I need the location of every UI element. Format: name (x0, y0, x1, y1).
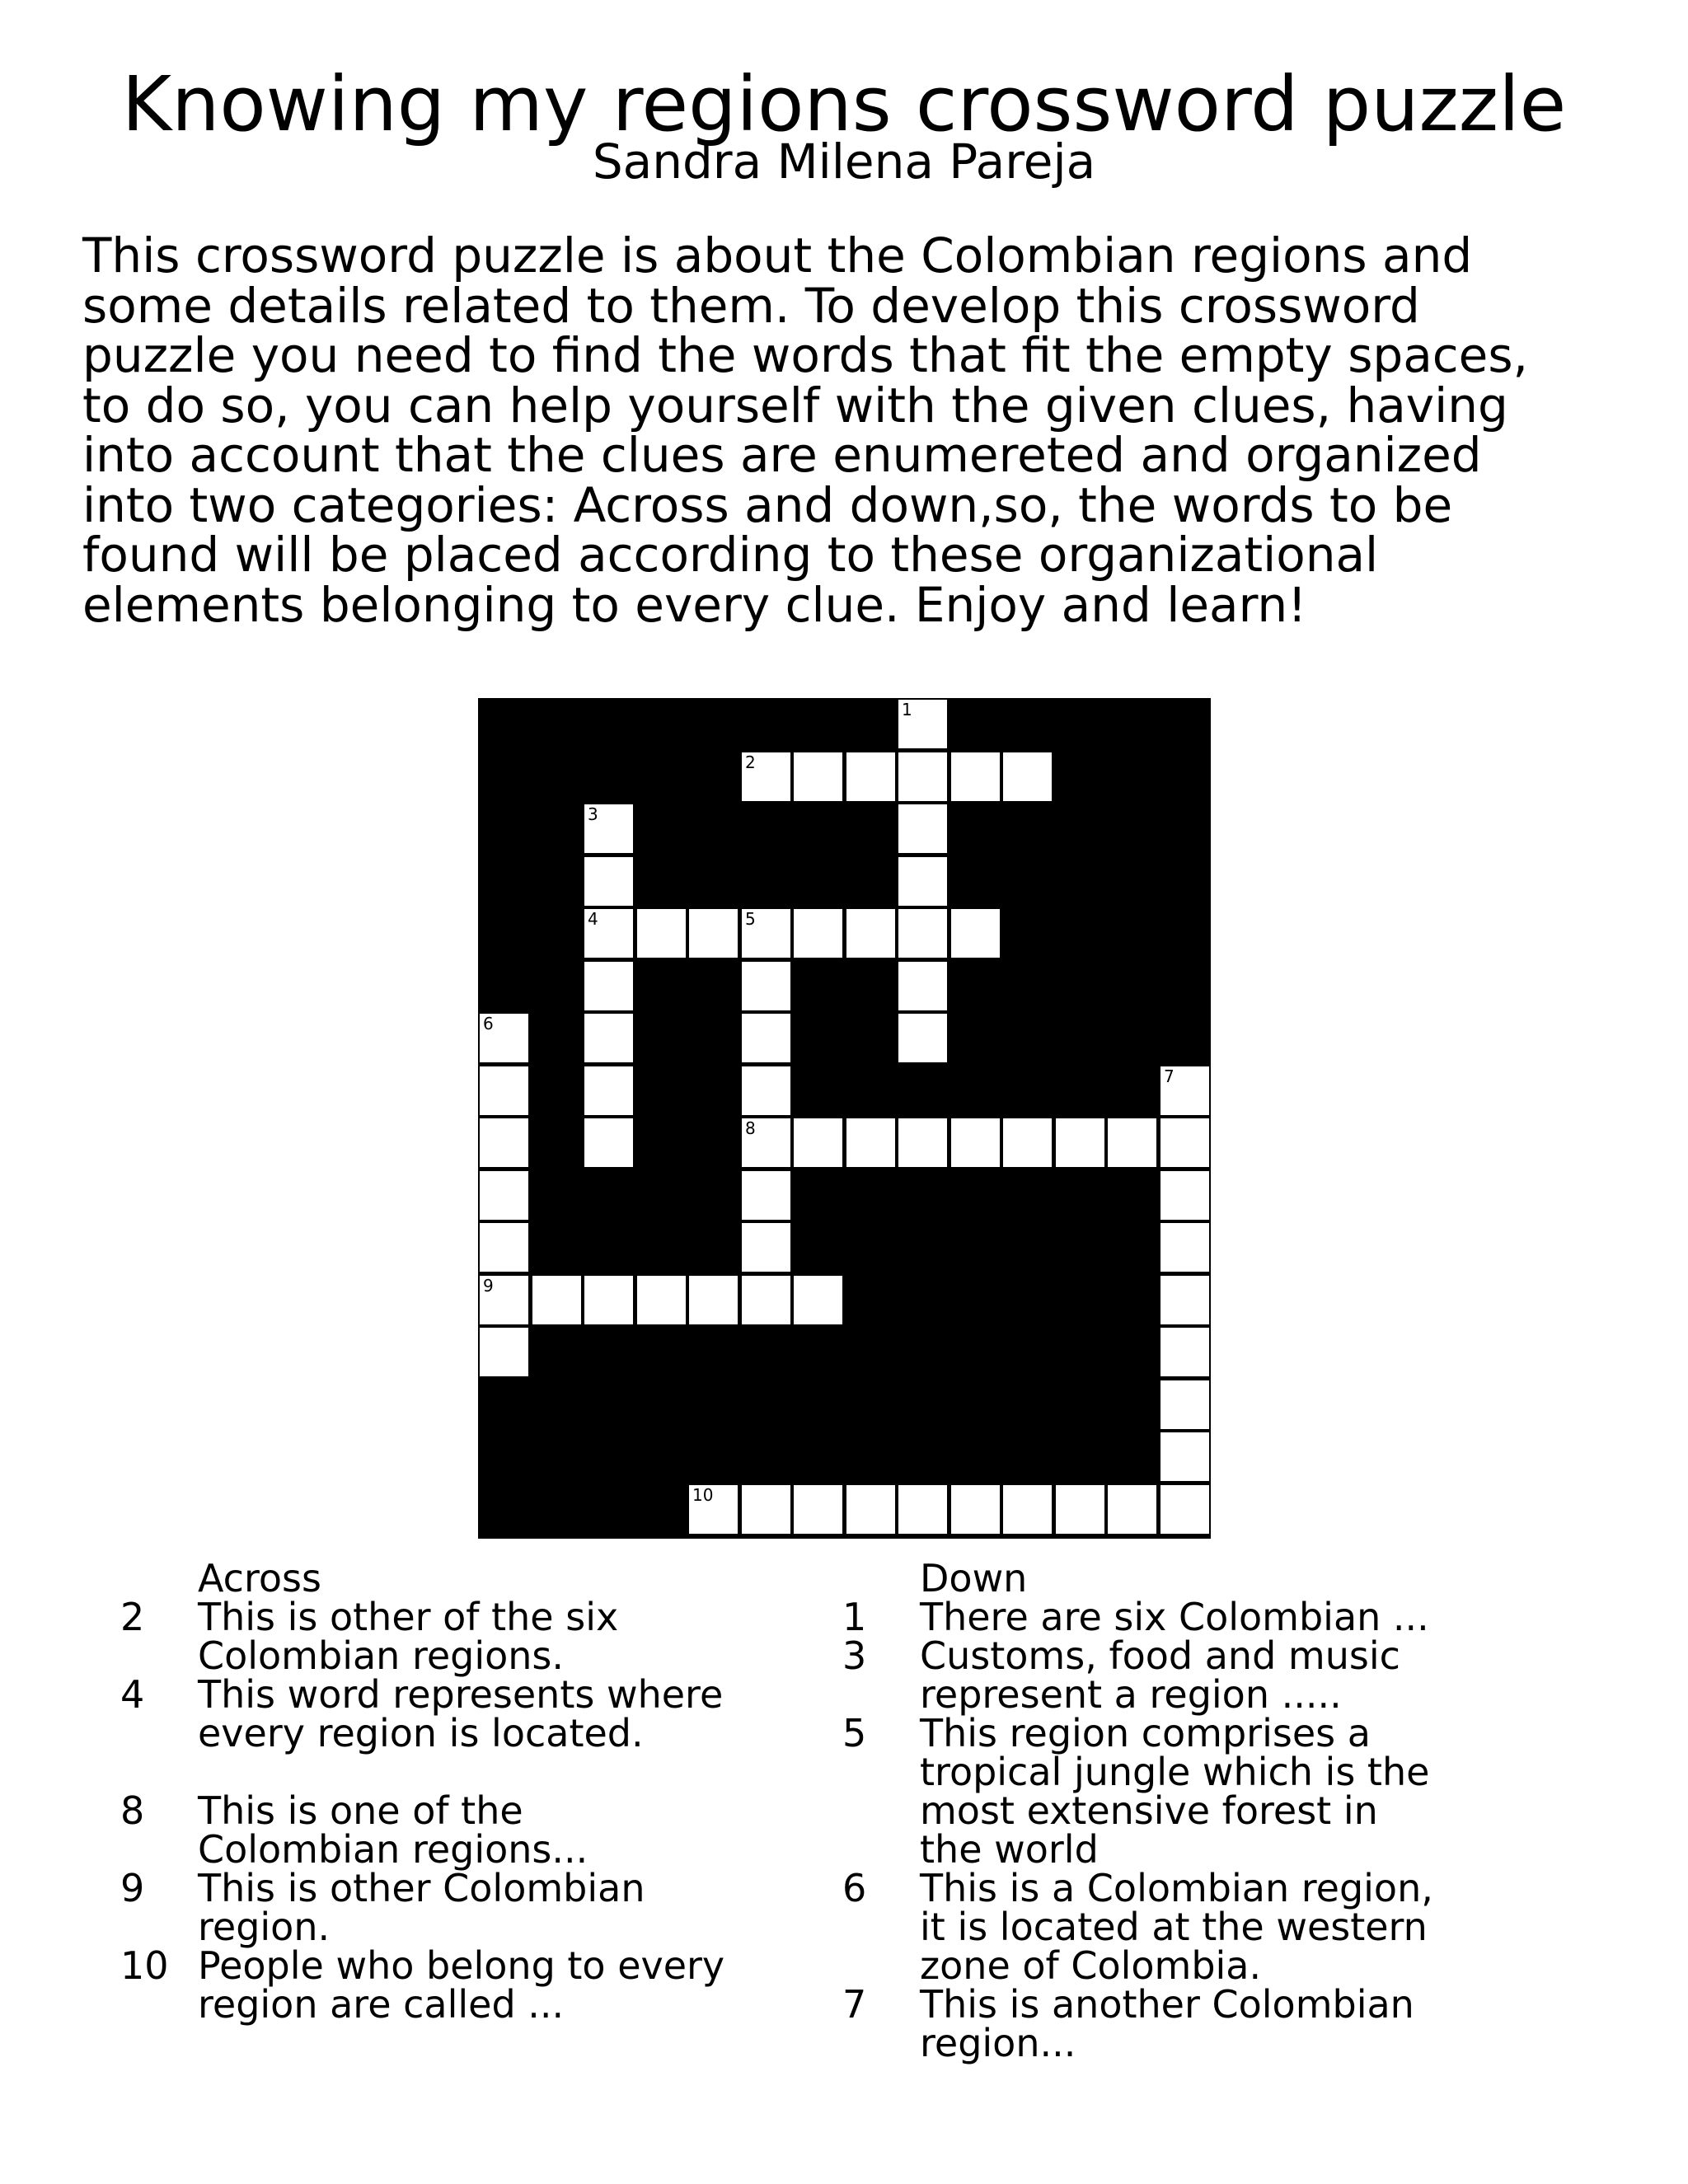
grid-cell[interactable] (740, 1483, 792, 1535)
grid-cell[interactable] (1001, 1483, 1053, 1535)
grid-cell-number: 5 (745, 909, 756, 929)
grid-cell[interactable] (478, 1012, 530, 1064)
grid-cell[interactable] (635, 1274, 687, 1326)
grid-cell[interactable] (897, 907, 949, 959)
grid-cell[interactable] (1159, 1117, 1211, 1169)
grid-cell-number: 1 (902, 700, 912, 719)
clue-number: 9 (120, 1866, 145, 1910)
clue-text: People who belong to every region are called ... (198, 1943, 725, 2027)
grid-cell[interactable] (583, 803, 635, 855)
grid-cell-number: 7 (1164, 1066, 1175, 1086)
grid-cell[interactable] (792, 1483, 844, 1535)
grid-cell[interactable] (950, 1117, 1001, 1169)
clue-text: Customs, food and music represent a region ..... (920, 1633, 1400, 1717)
grid-cell[interactable] (687, 907, 739, 959)
grid-cell[interactable] (1159, 1274, 1211, 1326)
clue-text: This is a Colombian region, it is located at the western zone of Colombia. (920, 1866, 1433, 1988)
grid-cell[interactable] (845, 1117, 897, 1169)
grid-cell[interactable] (583, 960, 635, 1012)
grid-cell[interactable] (635, 907, 687, 959)
clue-number: 6 (842, 1866, 867, 1910)
clue-number: 4 (120, 1672, 145, 1717)
grid-cell[interactable] (897, 960, 949, 1012)
clue-text: This is other Colombian region. (198, 1866, 645, 1949)
clue-number: 3 (842, 1633, 867, 1678)
grid-cell[interactable] (1159, 1326, 1211, 1378)
clue-number: 7 (842, 1982, 867, 2027)
grid-cell[interactable] (845, 751, 897, 803)
clue-number: 2 (120, 1595, 145, 1639)
grid-cell[interactable] (687, 1274, 739, 1326)
puzzle-title: Knowing my regions crossword puzzle (121, 60, 1567, 148)
grid-cell-number: 9 (483, 1276, 494, 1296)
grid-cell[interactable] (583, 1012, 635, 1064)
clue-text: This is other of the six Colombian regions. (198, 1595, 619, 1678)
grid-cell-number: 2 (745, 752, 756, 772)
grid-cell[interactable] (478, 1326, 530, 1378)
grid-cell[interactable] (845, 1483, 897, 1535)
grid-cell[interactable] (897, 1117, 949, 1169)
grid-cell[interactable] (792, 907, 844, 959)
grid-cell[interactable] (583, 1117, 635, 1169)
grid-cell-number: 4 (588, 909, 598, 929)
clue-number: 8 (120, 1788, 145, 1833)
grid-cell[interactable] (1159, 1065, 1211, 1117)
grid-cell[interactable] (740, 1117, 792, 1169)
grid-cell[interactable] (740, 1221, 792, 1273)
clue-text: This is another Colombian region... (920, 1982, 1414, 2065)
across-heading: Across (198, 1556, 321, 1601)
grid-cell-number: 8 (745, 1118, 756, 1138)
grid-cell[interactable] (583, 1065, 635, 1117)
grid-cell[interactable] (740, 907, 792, 959)
grid-cell[interactable] (687, 1483, 739, 1535)
clue-number: 1 (842, 1595, 867, 1639)
grid-cell[interactable] (950, 907, 1001, 959)
clue-number: 10 (120, 1943, 169, 1988)
crossword-grid (478, 698, 1211, 1539)
grid-cell[interactable] (583, 907, 635, 959)
grid-cell[interactable] (1159, 1483, 1211, 1535)
grid-cell[interactable] (792, 751, 844, 803)
grid-cell[interactable] (1001, 1117, 1053, 1169)
intro-paragraph: This crossword puzzle is about the Colombian regions and some details related to them. To develop this crossword puzzle you need to find the words that fit the empty spaces, to do so, you can help yourself with the given clues, having into account that the clues are enumereted and organized into two categories: Across and down,so, the words to be found will be placed according to these organizational elements belonging to every clue. Enjoy and learn! (82, 227, 1528, 633)
grid-cell[interactable] (897, 1483, 949, 1535)
grid-cell-number: 10 (692, 1485, 714, 1505)
grid-cell[interactable] (1159, 1221, 1211, 1273)
grid-cell[interactable] (845, 907, 897, 959)
clue-text: This word represents where every region is located. (198, 1672, 724, 1755)
author-name: Sandra Milena Pareja (592, 134, 1096, 190)
clue-text: There are six Colombian ... (920, 1595, 1429, 1639)
grid-cell[interactable] (1054, 1483, 1106, 1535)
grid-cell[interactable] (583, 1274, 635, 1326)
grid-cell[interactable] (897, 1012, 949, 1064)
grid-cell[interactable] (1001, 751, 1053, 803)
grid-cell[interactable] (478, 1117, 530, 1169)
grid-cell[interactable] (950, 1483, 1001, 1535)
grid-cell[interactable] (792, 1117, 844, 1169)
grid-cell[interactable] (1159, 1379, 1211, 1431)
down-heading: Down (920, 1556, 1028, 1601)
grid-cell[interactable] (1159, 1431, 1211, 1483)
grid-cell[interactable] (897, 698, 949, 750)
grid-cell[interactable] (1106, 1483, 1158, 1535)
grid-cell-number: 3 (588, 804, 598, 824)
grid-cell[interactable] (740, 1169, 792, 1221)
grid-cell[interactable] (950, 751, 1001, 803)
grid-cell[interactable] (478, 1274, 530, 1326)
grid-cell[interactable] (740, 751, 792, 803)
grid-cell[interactable] (740, 1274, 792, 1326)
grid-cell-number: 6 (483, 1014, 494, 1033)
clue-text: This is one of the Colombian regions... (198, 1788, 588, 1872)
grid-cell[interactable] (583, 855, 635, 907)
grid-cell[interactable] (740, 1012, 792, 1064)
grid-cell[interactable] (897, 803, 949, 855)
clue-number: 5 (842, 1711, 867, 1755)
grid-cell[interactable] (792, 1274, 844, 1326)
grid-cell[interactable] (897, 751, 949, 803)
grid-cell[interactable] (897, 855, 949, 907)
grid-cell[interactable] (478, 1169, 530, 1221)
grid-cell[interactable] (1106, 1117, 1158, 1169)
grid-cell[interactable] (1054, 1117, 1106, 1169)
clue-text: This region comprises a tropical jungle which is the most extensive forest in the world (920, 1711, 1430, 1872)
grid-cell[interactable] (478, 1221, 530, 1273)
grid-cell[interactable] (478, 1065, 530, 1117)
grid-cell[interactable] (740, 1065, 792, 1117)
grid-cell[interactable] (740, 960, 792, 1012)
grid-cell[interactable] (1159, 1169, 1211, 1221)
grid-cell[interactable] (531, 1274, 583, 1326)
